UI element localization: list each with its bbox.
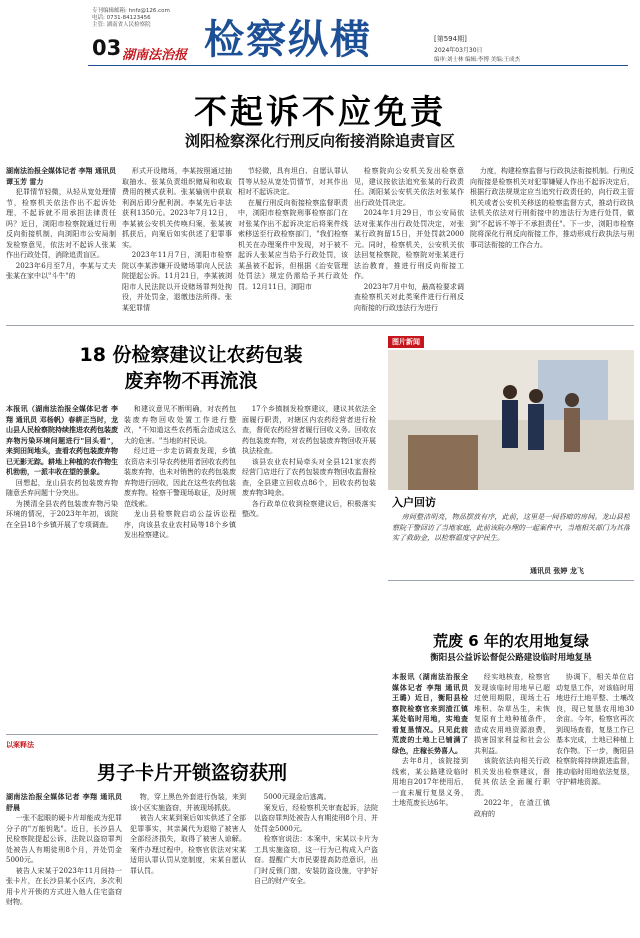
- photo-news-image: [388, 350, 634, 490]
- divider: [388, 580, 634, 581]
- article-4-col-3: [556, 672, 634, 932]
- paragraph: 为摸清全县农药包装废弃物污染环境的情况，于2023年年初，该院在全县18个乡镇开展了专项调查。: [6, 499, 118, 529]
- paragraph: 去年8月，该院接到线索，某公路建设临时用地自2017年使用后，一直未履行复垦义务，土地荒废长达6年。: [392, 757, 468, 807]
- byline: 湖南法治报全媒体记者 李翔 通讯员 谭玉芳 雷力: [6, 167, 116, 186]
- home-visit-photo: [388, 350, 634, 490]
- article-3-col-1: [6, 792, 122, 932]
- paragraph: 5000元现金后逃离。: [263, 793, 331, 801]
- article-1-col-5: [470, 166, 634, 320]
- photo-news-title: 入户回访: [392, 496, 436, 509]
- paragraph: 检察院向公安机关发出检察意见，建议按依法追究张某的行政责任。浏阳某公安机关依法对张某作出行政处罚决定。: [354, 167, 464, 207]
- page-number: 03: [92, 36, 122, 60]
- paragraph: 该院依法向相关行政机关发出检察建议，督促其依法全面履行职责。: [474, 757, 550, 797]
- paragraph: 案发后，经检察机关审查起诉，法院以盗窃罪判处被告人有期徒刑8个月，并处罚金5000元。: [254, 803, 378, 833]
- paragraph: 一张不起眼的硬卡片却能成为犯罪分子的"万能钥匙"。近日，长沙县人民检察院提起公诉，法院以盗窃罪判处被告人有期徒刑8个月，并处罚金5000元。: [6, 814, 122, 864]
- article-2-col-1: [6, 404, 118, 730]
- paragraph: 被告人宋某于2023年11月间持一张卡片，在长沙县某小区内，多次利用卡片开锁的方式进入他人住宅盗窃财物。: [6, 866, 122, 906]
- article-3-headline: 男子卡片开锁盗窃获刑: [96, 762, 287, 784]
- article-3-col-3: [254, 792, 378, 932]
- article-1-subheadline: 浏阳检察深化行刑反向衔接消除追责盲区: [184, 132, 455, 150]
- paragraph: 形式开设赌场，李某按照通过抽取抽水、张某负责组织赌局和收取费用的模式获利。张某输则中获取利润后即分配利润。李某先后非法获利1350元。2023年7月12日，李某被公安机关传唤归案，张某被抓获后，向案后如实供述了犯罪事实。: [122, 167, 232, 249]
- headline-line: 18 份检察建议让农药包装: [79, 344, 303, 366]
- photo-news-caption: [392, 512, 630, 562]
- paragraph: 回想起，龙山县农药包装废弃物随意丢弃问题十分突出。: [6, 478, 118, 497]
- masthead-rule: [88, 65, 628, 66]
- article-4-col-2: [474, 672, 550, 932]
- article-3-col-2: [130, 792, 246, 932]
- paragraph: 各行政单位收到检察建议后，积极落实整改。: [242, 499, 376, 518]
- paragraph: 2023年6月至7月，李某与丈夫张某在家中以"斗牛"的: [6, 261, 116, 280]
- paragraph: 2024年1月29日，市公安局依法对张某作出行政处罚决定，对张某行政拘留15日，并处罚款2000元。同时，检察机关，公安机关依法回复检察院，检察院对张某进行法治教育，推进行刑反向衔接工作。: [354, 209, 464, 280]
- paragraph: 被告人宋某到案后如实供述了全部犯罪事实，其亲属代为退赔了被害人全部经济损失，取得了被害人谅解。案件办理过程中，检察官依法对宋某适用认罪认罚从宽制度，宋某自愿认罪认罚。: [130, 814, 246, 875]
- top-line: 电话: 0731-84123456: [92, 15, 151, 21]
- paragraph: 2023年7月中旬，最高检要求调查检察机关对此类案件进行行刑反向衔接的行政违法行为进行: [354, 282, 464, 312]
- article-4-headline: 荒废 6 年的农用地复绿: [433, 632, 589, 650]
- paragraph: 17个乡镇制发检察建议，建议其依法全面履行职责，对辖区内农药经营者进行检查，督促农药经营者履行回收义务。回收农药包装废弃物，对农药包装废弃物回收开展执法检查。: [242, 405, 376, 455]
- paragraph: 犯罪情节轻微，从轻从宽处理情节，检察机关依法作出不起诉处理，不起诉就不用承担法律责任吗？近日，浏阳市检察院通过行刑反向衔接机制，向浏阳市公安局制发检察意见，依法对不起诉人张某作出行政处罚，消除追责盲区。: [6, 188, 116, 259]
- section-tag: 以案释法: [6, 741, 34, 749]
- article-1-col-3: [238, 166, 348, 320]
- paragraph: 在履行刑反向衔接检察监督职责中，浏阳市检察院刑事检察部门在对张某作出不起诉决定后将案件线索移送至行政检察部门，"我们检察机关在办理案件中发现，对于被不起诉人张某应当给予行政处罚，该某虽被不起诉，但根据《治安管理处罚法》规定仍需给予其行政处罚。12月11日，浏阳市: [238, 198, 348, 291]
- paragraph: 经实地核查，检察官发现该临时用地早已超过使用期限，现场土石堆积、杂草丛生，未恢复原有土地种植条件，造成农用地资源浪费，损害国家利益和社会公共利益。: [474, 673, 550, 755]
- paragraph: 2023年11月7日，浏阳市检察院以李某涉嫌开设赌场罪向人民法院提起公诉。11月21日，李某被浏阳市人民法院以开设赌场罪判处拘役，并处罚金，退缴违法所得。张某犯罪情: [122, 251, 232, 312]
- paragraph: 和建议意见不断明确，对农药包装废弃物回收处置工作进行整改，"不知道这些农药瓶会造成这么大的危害。"当地的村民说。: [124, 405, 236, 445]
- headline-line: 废弃物不再流浪: [124, 370, 258, 392]
- divider: [6, 325, 634, 326]
- paragraph: 物，穿上黑色外套进行伪装，来到该小区实施盗窃，并被现场抓获。: [130, 793, 246, 812]
- masthead-top-lines: [92, 8, 170, 29]
- section-title: 检察纵横: [204, 17, 372, 63]
- article-2-col-2: [124, 404, 236, 730]
- paragraph: 2022年，在渣江镇政府的: [474, 799, 550, 818]
- photo-news-tag: 图片新闻: [388, 336, 424, 348]
- paragraph: 龙山县检察院启动公益诉讼程序，向该县农业农村局等18个乡镇发出检察建议。: [124, 510, 236, 539]
- paragraph: 检察官说法：本案中，宋某以卡片为工具实施盗窃，这一行为已构成入户盗窃。提醒广大市民要提高防范意识，出门时反锁门窗，安装防盗设施，守护好自己的财产安全。: [254, 835, 378, 885]
- paragraph: 节轻微，具有坦白、自愿认罪认罚等从轻从宽处罚情节，对其作出相对不起诉决定。: [238, 167, 348, 196]
- article-1-col-2: [122, 166, 232, 320]
- article-4-col-1: [392, 672, 468, 932]
- caption: 房间整洁明亮，物品摆放有序，此前，这里是一间昏暗的房间。龙山县检察院干警回访了当地家庭，此前该院办理的一起案件中，当地相关部门为其落实了救助金，以检察温度守护民生。: [392, 513, 630, 542]
- article-1-headline: 不起诉不应免责: [194, 92, 446, 131]
- paper-name: 湖南法治报: [122, 48, 188, 63]
- masthead: [0, 0, 640, 66]
- article-1-col-4: [354, 166, 464, 320]
- article-1-col-1: [6, 166, 116, 320]
- issue-date: 2024年03月30日: [434, 47, 483, 54]
- paragraph: 经过进一步走访调查发现，乡镇农资店未引导农药使用者回收农药包装废弃物，也未对销售的农药包装废弃物进行回收，因此在这些农药包装废弃物。检察干警现场取证，及时规范线索。: [124, 447, 236, 508]
- article-2-headline: [6, 342, 376, 394]
- paragraph: 本报讯（湖南法治报全媒体记者 李翔 通讯员 邓杨帆）春耕正当时，龙山县人民检察院持续推进农药包装废弃物污染环境问题进行"回头看"，来到田间地头，查看农药包装废弃物已无影无踪。耕地上种植的农作物生机勃勃，一派丰收在望的景象。: [6, 405, 118, 476]
- top-line: 主管: 湖南省人民检察院: [92, 22, 151, 28]
- byline: 湖南法治报全媒体记者 李翔 通讯员 舒晨: [6, 793, 122, 812]
- article-4-subheadline: 衡阳县公益诉讼督促公路建设临时用地复垦: [430, 653, 592, 663]
- paragraph: 本报讯（湖南法治报全媒体记者 李翔 通讯员 王璐）近日，衡阳县检察院检察官来到渣江镇某处临时用地，实地查看复垦情况。只见此前荒废的土地上已铺满了绿色，庄稼长势喜人。: [392, 673, 468, 755]
- editors-line: 编审:刘士林 编辑:李博 美编:王成杰: [434, 57, 521, 63]
- issue-number: [第594期]: [434, 35, 467, 43]
- paragraph: 该县农业农村局牵头对全县121家农药经营门店进行了农药包装废弃物回收监督检查，全县建立回收点86个，回收农药包装废弃物3吨余。: [242, 457, 376, 497]
- paragraph: 协调下，相关单位启动复垦工作，对该临时用地进行土地平整、土壤改良，现已复垦农用地30余亩。今年，检察官再次到现场查看，复垦工作已基本完成，土地已种植上农作物。下一步，衡阳县检察院将持续跟进监督，推动临时用地依法复垦，守护耕地资源。: [556, 673, 634, 786]
- divider: [6, 734, 378, 735]
- top-line: 专刊编辑邮箱: hnfz@126.com: [92, 8, 170, 14]
- photo-news-credit: 通讯员 张婷 龙飞: [530, 566, 584, 575]
- paragraph: 力度，构建检察监督与行政执法衔接机制。行刑反向衔接是检察机关对犯罪嫌疑人作出不起诉决定后，根据行政法规规定应当追究行政责任的，向行政主管机关或者公安机关移送的检察监督方式，推动行政执法机关依法对行刑衔接中的违法行为进行处罚，做到"不起诉不等于不承担责任"。下一步，浏阳市检察院将深化行刑反向衔接工作，推动形成行政执法与刑事司法衔接的工作合力。: [470, 167, 634, 249]
- article-2-col-3: [242, 404, 376, 730]
